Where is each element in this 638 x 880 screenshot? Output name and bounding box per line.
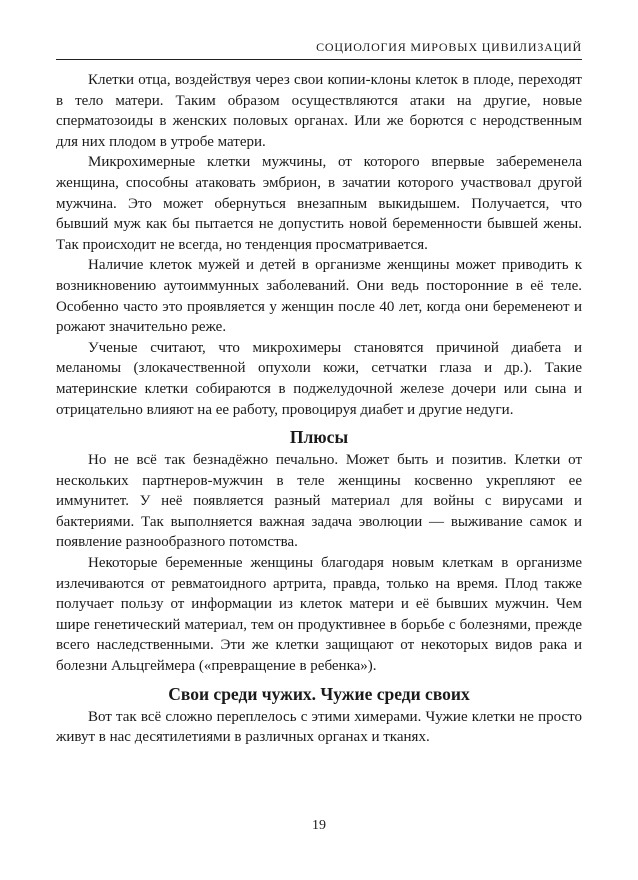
paragraph: Наличие клеток мужей и детей в организме женщины может приводить к возникновению аутоиммунных заболеваний. Они ведь посторонние в её теле. Особенно часто это проявляется у женщин после 40 лет, когда они беременеют и рожают значительно реже. — [56, 257, 582, 336]
paragraph: Но не всё так безнадёжно печально. Может быть и позитив. Клетки от нескольких партнеров-мужчин в теле женщины косвенно укрепляют ее иммунитет. У неё появляется разный материал для войны с вирусами и бактериями. Так выполняется важная задача эволюции — выживание самок и появление разнообразного потомства. — [56, 452, 582, 551]
body-text — [56, 70, 582, 748]
section-heading: Плюсы — [289, 427, 349, 448]
paragraph: Вот так всё сложно переплелось с этими химерами. Чужие клетки не просто живут в нас десятилетиями в различных органах и тканях. — [56, 708, 582, 746]
paragraph: Микрохимерные клетки мужчины, от которого впервые забеременела женщина, способны атаковать эмбрион, в зачатии которого участвовал другой мужчина. Это может обернуться внезапным выкидышем. Получается, что бывший муж как бы пытается не допустить новой беременности бывшей жены. Так происходит не всегда, но тенденция просматривается. — [56, 154, 582, 253]
running-header: СОЦИОЛОГИЯ МИРОВЫХ ЦИВИЛИЗАЦИЙ — [56, 40, 582, 60]
paragraph: Ученые считают, что микрохимеры становятся причиной диабета и меланомы (злокачественной опухоли кожи, сетчатки глаза и др.). Такие материнские клетки собираются в поджелудочной железе дочери или сына и отрицательно влияют на ее работу, провоцируя диабет и другие недуги. — [56, 339, 582, 418]
section-heading: Свои среди чужих. Чужие среди своих — [168, 683, 470, 704]
page-number: 19 — [312, 818, 326, 833]
paragraph: Некоторые беременные женщины благодаря новым клеткам в организме излечиваются от ревматоидного артрита, правда, только на время. Плод также получает пользу от информации из клеток матери и её бывших мужчин. Чем шире генетический материал, тем он продуктивнее в борьбе с болезнями, прежде всего наследственными. Эти же клетки защищают от некоторых видов рака и болезни Альцгеймера («превращение в ребенка»). — [56, 555, 582, 675]
paragraph: Клетки отца, воздействуя через свои копии-клоны клеток в плоде, переходят в тело матери. Таким образом осуществляются атаки на другие, новые сперматозоиды в женских половых органах. Или же борются с неродственным для них плодом в утробе матери. — [56, 72, 582, 150]
